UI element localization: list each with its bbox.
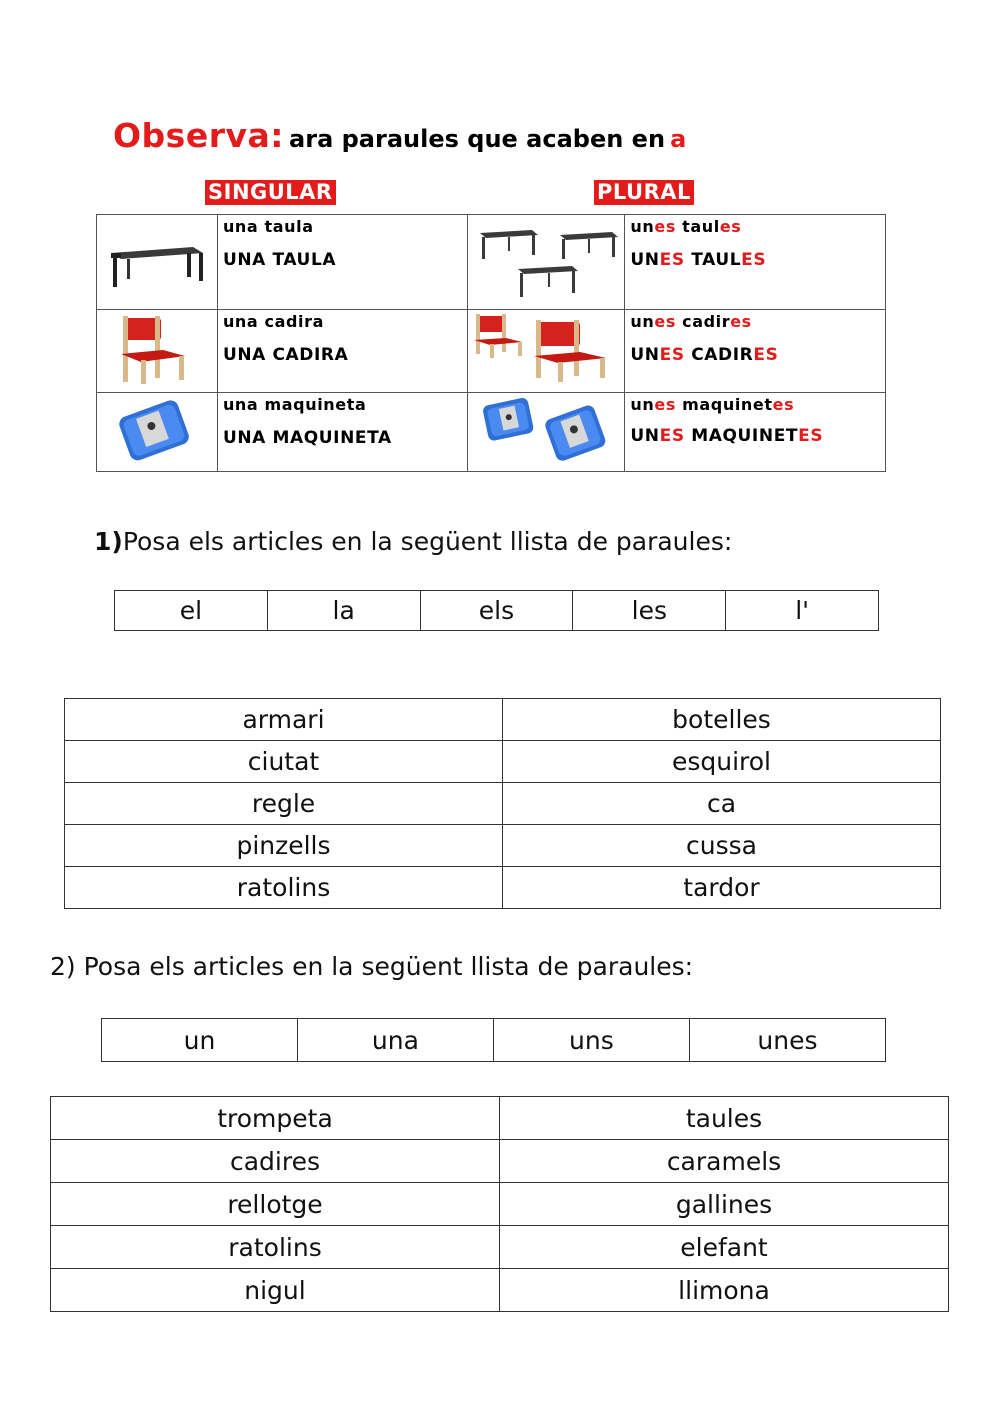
ending: ES [659, 345, 685, 365]
word-cell[interactable]: caramels [500, 1140, 949, 1183]
singular-text-cell [217, 393, 468, 472]
plural-label: PLURAL [594, 180, 694, 205]
table-row [51, 1183, 949, 1226]
table-row [115, 591, 879, 631]
exercise-2-heading: 2) Posa els articles en la següent llista de paraules: [50, 952, 694, 981]
singular-lower: una cadira [222, 312, 324, 331]
word-cell[interactable]: armari [65, 699, 503, 741]
table-row [65, 741, 941, 783]
singular-text-cell [217, 215, 468, 310]
stem: CADIR [684, 345, 754, 365]
ending: ES [798, 426, 824, 446]
table-icon [97, 215, 215, 305]
stem: MAQUINET [684, 426, 799, 446]
ending: ES [741, 250, 767, 270]
ending: es [772, 395, 795, 414]
ending: ES [753, 345, 779, 365]
page-title [113, 116, 686, 155]
stem: un [630, 395, 655, 414]
word-cell[interactable]: gallines [500, 1183, 949, 1226]
article-options-2 [101, 1018, 886, 1062]
stem: UN [630, 345, 660, 365]
article-option: les [573, 591, 726, 631]
ending: es [730, 312, 752, 331]
stem: maquinet [675, 395, 773, 414]
word-list-2 [50, 1096, 949, 1312]
sharpener-icon [468, 393, 622, 467]
plural-lower [630, 312, 885, 331]
word-cell[interactable]: ciutat [65, 741, 503, 783]
chair-icon [468, 310, 622, 388]
article-option: la [267, 591, 420, 631]
plural-upper [630, 345, 885, 365]
singular-upper: UNA CADIRA [222, 345, 349, 365]
exercise-1-heading [94, 527, 732, 556]
singular-upper: UNA MAQUINETA [222, 428, 392, 448]
exercise-number: 1) [94, 527, 123, 556]
stem: taul [675, 217, 720, 236]
singular-lower: una taula [222, 217, 314, 236]
plural-lower [630, 217, 885, 236]
word-cell[interactable]: regle [65, 783, 503, 825]
word-cell[interactable]: rellotge [51, 1183, 500, 1226]
stem: TAUL [684, 250, 742, 270]
sharpener-icon [97, 393, 215, 467]
article-option: uns [493, 1019, 689, 1062]
table-row [51, 1140, 949, 1183]
article-option: unes [689, 1019, 885, 1062]
word-cell[interactable]: nigul [51, 1269, 500, 1312]
plural-upper [630, 250, 885, 270]
singular-plural-table [96, 214, 886, 472]
table-row [65, 783, 941, 825]
word-cell[interactable]: taules [500, 1097, 949, 1140]
word-cell[interactable]: esquirol [503, 741, 941, 783]
word-cell[interactable]: ca [503, 783, 941, 825]
table-row [65, 867, 941, 909]
ending: ES [659, 426, 685, 446]
word-cell[interactable]: llimona [500, 1269, 949, 1312]
word-list-1 [64, 698, 941, 909]
singular-text-cell [217, 310, 468, 393]
table-row [102, 1019, 886, 1062]
plural-image-cell [468, 215, 625, 310]
stem: un [630, 217, 655, 236]
table-row [51, 1226, 949, 1269]
table-row [65, 825, 941, 867]
stem: UN [630, 426, 660, 446]
word-cell[interactable]: pinzells [65, 825, 503, 867]
ending: ES [659, 250, 685, 270]
table-image-cell [97, 310, 218, 393]
article-option: l' [726, 591, 879, 631]
plural-lower [630, 395, 885, 414]
word-cell[interactable]: tardor [503, 867, 941, 909]
article-option: una [297, 1019, 493, 1062]
plural-image-cell [468, 393, 625, 472]
exercise-instruction: Posa els articles en la següent llista de paraules: [122, 527, 733, 556]
word-cell[interactable]: ratolins [51, 1226, 500, 1269]
chair-icon [97, 310, 215, 388]
plural-text-cell [625, 310, 886, 393]
word-cell[interactable]: cussa [503, 825, 941, 867]
table-row [97, 215, 886, 310]
stem: cadir [675, 312, 731, 331]
table-row [51, 1097, 949, 1140]
article-option: un [102, 1019, 298, 1062]
word-cell[interactable]: cadires [51, 1140, 500, 1183]
article-options-1 [114, 590, 879, 631]
title-observa: Observa: [113, 116, 284, 155]
word-cell[interactable]: trompeta [51, 1097, 500, 1140]
ending: es [719, 217, 742, 236]
table-row [97, 310, 886, 393]
ending: es [654, 217, 676, 236]
table-row [97, 393, 886, 472]
singular-label: SINGULAR [205, 180, 336, 205]
stem: un [630, 312, 655, 331]
ending: es [654, 395, 676, 414]
plural-text-cell [625, 215, 886, 310]
title-rest: ara paraules que acaben en [289, 125, 666, 153]
ending: es [654, 312, 676, 331]
plural-image-cell [468, 310, 625, 393]
table-row [65, 699, 941, 741]
singular-upper: UNA TAULA [222, 250, 337, 270]
plural-upper [630, 426, 885, 446]
stem: UN [630, 250, 660, 270]
table-row [51, 1269, 949, 1312]
article-option: els [420, 591, 573, 631]
article-option: el [115, 591, 268, 631]
word-cell[interactable]: elefant [500, 1226, 949, 1269]
word-cell[interactable]: ratolins [65, 867, 503, 909]
table-image-cell [97, 215, 218, 310]
singular-lower: una maquineta [222, 395, 367, 414]
word-cell[interactable]: botelles [503, 699, 941, 741]
plural-text-cell [625, 393, 886, 472]
table-icon [468, 215, 622, 305]
title-letter: a [670, 125, 687, 153]
table-image-cell [97, 393, 218, 472]
